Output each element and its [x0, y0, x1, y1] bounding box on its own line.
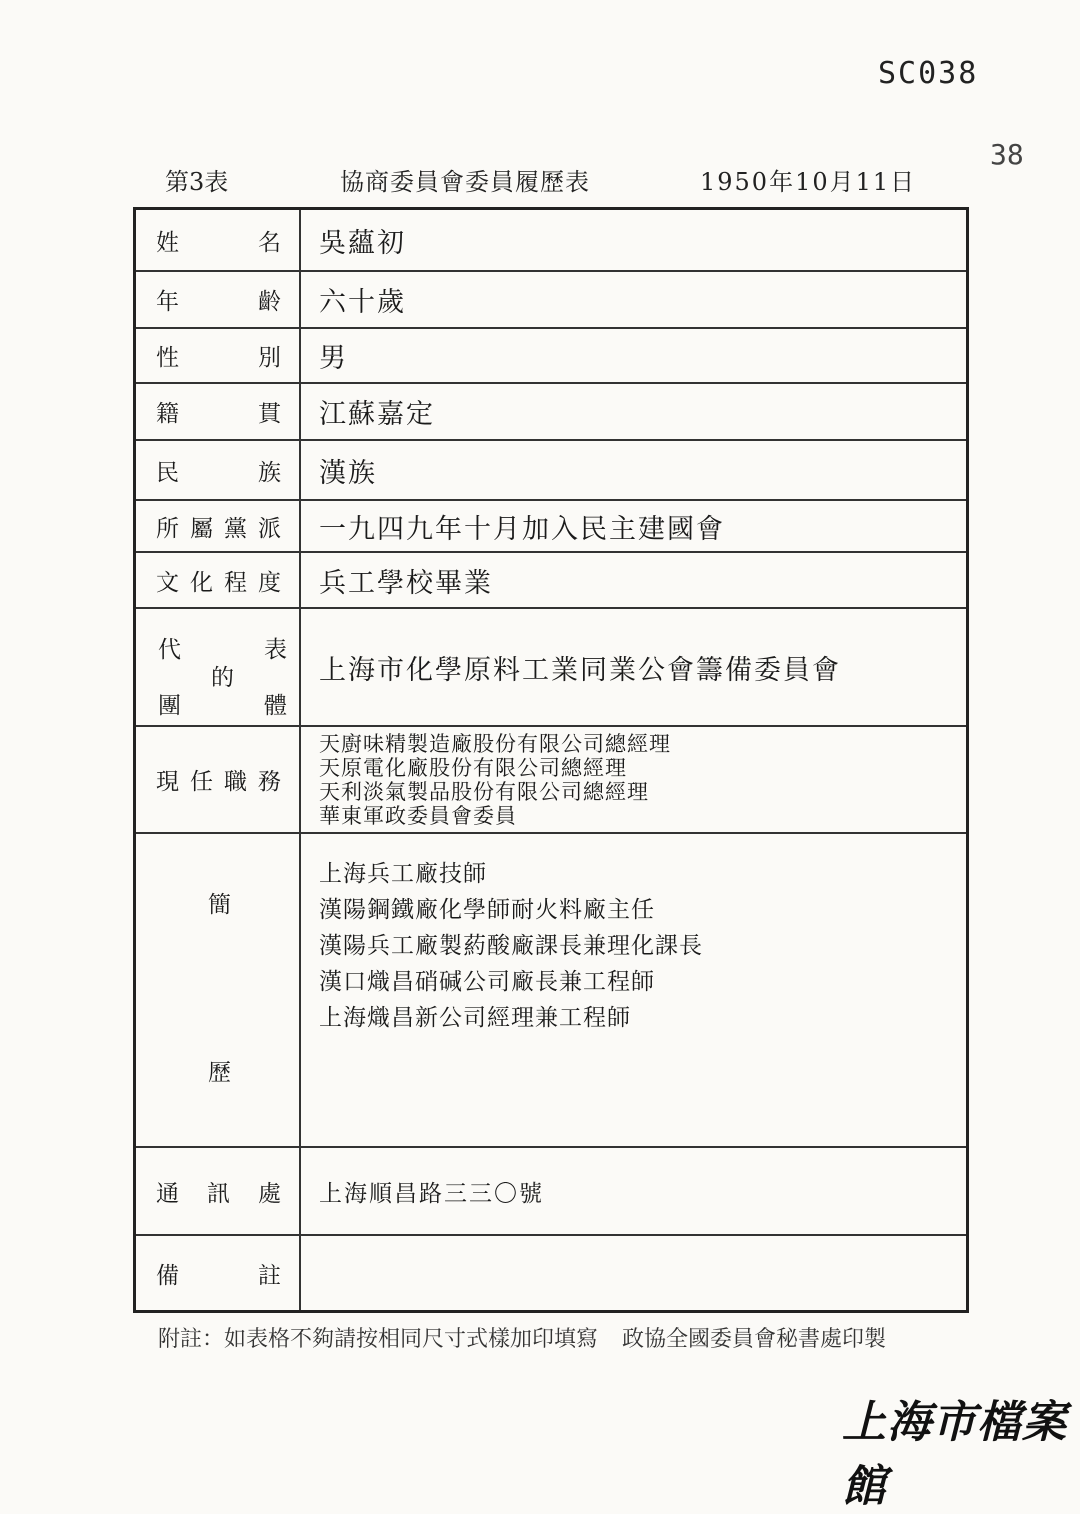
row-resume — [136, 834, 966, 1148]
value-address: 上海順昌路三三〇號 — [319, 1180, 544, 1207]
resume-line: 上海熾昌新公司經理兼工程師 — [319, 1005, 631, 1031]
label-education: 文化程度 — [136, 553, 301, 607]
label-organization: 代 表 的 團 體 — [136, 609, 301, 725]
form-title: 協商委員會委員履歷表 — [340, 168, 590, 196]
row-party — [136, 501, 966, 553]
label-native-place: 籍 貫 — [136, 384, 301, 439]
row-organization — [136, 609, 966, 727]
label-resume: 簡 歷 — [136, 834, 301, 1146]
row-current-posts — [136, 727, 966, 834]
value-education: 兵工學校畢業 — [319, 567, 493, 599]
label-name: 姓 名 — [136, 210, 301, 270]
label-remarks: 備 註 — [136, 1236, 301, 1310]
page-code: SC038 — [878, 56, 979, 91]
current-post-line: 天廚味精製造廠股份有限公司總經理 — [319, 731, 671, 756]
table-number: 第3表 — [165, 168, 229, 196]
label-current-posts: 現任職務 — [136, 727, 301, 832]
footnote-note: 附註：如表格不夠請按相同尺寸式樣加印填寫 — [158, 1327, 599, 1352]
row-remarks — [136, 1236, 966, 1310]
value-organization: 上海市化學原料工業同業公會籌備委員會 — [319, 654, 841, 686]
row-native-place — [136, 384, 966, 441]
row-education — [136, 553, 966, 609]
value-resume — [301, 834, 966, 1146]
value-name: 吳蘊初 — [319, 227, 406, 259]
footnote-printer: 政協全國委員會秘書處印製 — [622, 1327, 887, 1352]
label-address: 通訊處 — [136, 1148, 301, 1234]
value-party: 一九四九年十月加入民主建國會 — [319, 513, 725, 545]
resume-line: 漢陽兵工廠製葯酸廠課長兼理化課長 — [319, 933, 703, 959]
value-remarks — [301, 1236, 966, 1310]
current-post-line: 天原電化廠股份有限公司總經理 — [319, 755, 627, 780]
label-ethnicity: 民 族 — [136, 441, 301, 499]
label-age: 年 齡 — [136, 272, 301, 327]
resume-line: 漢陽鋼鐵廠化學師耐火料廠主任 — [319, 897, 655, 923]
current-post-line: 天利淡氣製品股份有限公司總經理 — [319, 779, 649, 804]
value-age: 六十歲 — [319, 287, 406, 318]
row-age — [136, 272, 966, 329]
row-name — [136, 210, 966, 272]
form-date: 1950年10月11日 — [700, 168, 917, 196]
corner-number: 38 — [990, 138, 1024, 171]
row-address — [136, 1148, 966, 1236]
row-sex — [136, 329, 966, 384]
value-ethnicity: 漢族 — [319, 457, 377, 489]
resume-line: 上海兵工廠技師 — [319, 861, 487, 887]
value-current-posts — [301, 727, 966, 832]
resume-line: 漢口熾昌硝碱公司廠長兼工程師 — [319, 969, 655, 995]
label-sex: 性 別 — [136, 329, 301, 382]
value-native-place: 江蘇嘉定 — [319, 399, 435, 430]
archive-watermark: 上海市檔案館 — [842, 1397, 1067, 1512]
resume-form-table — [133, 207, 969, 1313]
row-ethnicity — [136, 441, 966, 501]
label-party: 所屬黨派 — [136, 501, 301, 551]
current-post-line: 華東軍政委員會委員 — [319, 803, 517, 828]
value-sex: 男 — [319, 343, 348, 374]
footnote — [158, 1322, 886, 1353]
